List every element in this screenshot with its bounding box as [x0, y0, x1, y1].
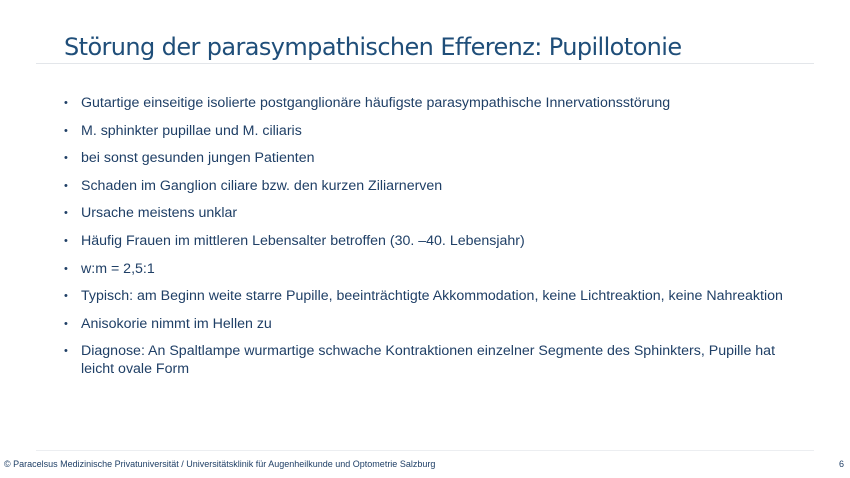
list-item-text: Gutartige einseitige isolierte postganglionäre häufigste parasympathische Innervationsstörung [81, 95, 671, 111]
bullet-icon: • [64, 207, 68, 220]
list-item-text: w:m = 2,5:1 [81, 260, 155, 277]
bullet-icon: • [64, 290, 68, 303]
footer-copyright: © Paracelsus Medizinische Privatuniversität / Universitätsklinik für Augenheilkunde und Optometrie Salzburg [4, 459, 436, 469]
bullet-icon: • [64, 179, 68, 192]
list-item-text: Diagnose: An Spaltlampe wurmartige schwache Kontraktionen einzelner Segmente des Sphinkters, Pupille hat leicht ovale Form [81, 343, 776, 378]
bullet-icon: • [64, 317, 68, 330]
list-item [64, 94, 804, 112]
bullet-icon: • [64, 97, 68, 109]
bullet-icon: • [64, 152, 68, 165]
page-number: 6 [838, 459, 844, 469]
footer-divider [36, 450, 814, 451]
list-item-text: Häufig Frauen im mittleren Lebensalter betroffen (30. –40. Lebensjahr) [81, 232, 525, 249]
list-item-text: Ursache meistens unklar [81, 205, 238, 222]
bullet-list [64, 94, 804, 388]
list-item-text: Typisch: am Beginn weite starre Pupille, beeinträchtigte Akkommodation, keine Lichtreaktion, keine Nahreaktion [81, 288, 783, 305]
list-item [64, 149, 804, 167]
list-item [64, 315, 804, 333]
list-item [64, 177, 804, 195]
list-item [64, 342, 804, 378]
list-item [64, 232, 804, 250]
list-item-text: M. sphinkter pupillae und M. ciliaris [81, 122, 302, 139]
slide-title: Störung der parasympathischen Efferenz: Pupillotonie [64, 33, 682, 61]
list-item-text: Anisokorie nimmt im Hellen zu [81, 315, 272, 332]
list-item [64, 287, 804, 305]
list-item [64, 260, 804, 278]
list-item [64, 122, 804, 140]
bullet-icon: • [64, 124, 68, 137]
bullet-icon: • [64, 262, 68, 275]
bullet-icon: • [64, 234, 68, 247]
bullet-icon: • [64, 345, 68, 358]
list-item [64, 204, 804, 222]
list-item-text: Schaden im Ganglion ciliare bzw. den kurzen Ziliarnerven [81, 177, 443, 194]
list-item-text: bei sonst gesunden jungen Patienten [81, 150, 315, 167]
title-divider [36, 63, 814, 64]
